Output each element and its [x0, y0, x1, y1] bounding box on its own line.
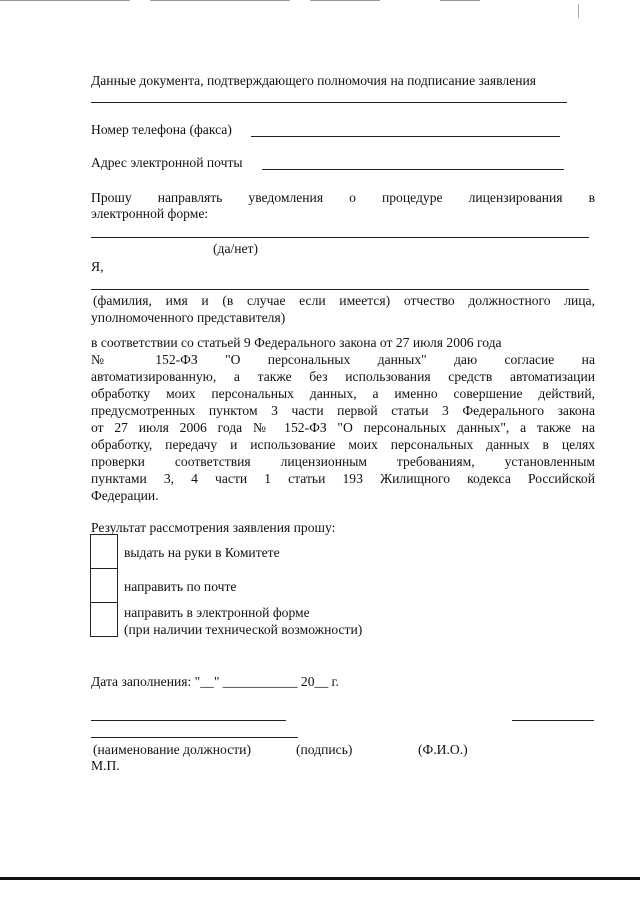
scan-right-artifact	[578, 4, 579, 18]
result-heading: Результат рассмотрения заявления прошу:	[91, 520, 336, 535]
yes-no-hint: (да/нет)	[213, 241, 259, 256]
consent-line-1: в соответствии со статьей 9 Федерального закона от 27 июля 2006 года	[91, 335, 502, 350]
phone-field-line[interactable]	[251, 136, 560, 137]
consent-line-10: Федерации.	[91, 488, 159, 503]
fio-signature-line[interactable]	[512, 720, 594, 721]
i-label: Я,	[91, 259, 104, 274]
sign-fio-label: (Ф.И.О.)	[418, 742, 468, 757]
sign-position-label: (наименование должности)	[93, 742, 251, 757]
email-field-line[interactable]	[262, 169, 564, 170]
consent-line-4: обработку моих персональных данных, а именно совершение действий,	[91, 386, 595, 401]
consent-line-6: от 27 июля 2006 года № 152-ФЗ "О персональных данных", а также на	[91, 420, 595, 435]
fio-field-line[interactable]	[91, 289, 589, 290]
consent-line-2: № 152-ФЗ "О персональных данных" даю согласие на	[91, 352, 595, 367]
notify-text-line-2: электронной форме:	[91, 206, 209, 221]
scan-top-artifact	[0, 0, 640, 4]
position-signature-line[interactable]	[91, 720, 286, 721]
email-label: Адрес электронной почты	[91, 155, 243, 170]
fill-date-field[interactable]: Дата заполнения: "__" ___________ 20__ г.	[91, 674, 339, 689]
stamp-label: М.П.	[91, 758, 120, 773]
option-hand-over-checkbox[interactable]	[90, 534, 118, 569]
option-mail-checkbox[interactable]	[90, 568, 118, 603]
fio-hint-line-1: (фамилия, имя и (в случае если имеется) отчество должностного лица,	[93, 293, 595, 308]
phone-label: Номер телефона (факса)	[91, 122, 232, 137]
option-hand-over-label: выдать на руки в Комитете	[124, 545, 280, 560]
authority-field-line[interactable]	[91, 102, 567, 103]
consent-line-5: предусмотренных пунктом 3 части первой статьи 3 Федерального закона	[91, 403, 595, 418]
sign-signature-label: (подпись)	[296, 742, 353, 757]
option-electronic-label: направить в электронной форме	[124, 605, 310, 620]
option-electronic-checkbox[interactable]	[90, 602, 118, 637]
notify-text-line-1: Прошу направлять уведомления о процедуре лицензирования в	[91, 190, 595, 205]
scan-bottom-edge	[0, 877, 640, 880]
option-mail-label: направить по почте	[124, 579, 237, 594]
consent-line-3: автоматизированную, а также без использования средств автоматизации	[91, 369, 595, 384]
consent-line-8: проверки соответствия лицензионным требованиям, установленным	[91, 454, 595, 469]
authority-heading: Данные документа, подтверждающего полномочия на подписание заявления	[91, 73, 537, 88]
signature-underline[interactable]	[91, 737, 298, 738]
fio-hint-line-2: уполномоченного представителя)	[91, 310, 286, 325]
consent-line-7: обработку, передачу и использование моих персональных данных в целях	[91, 437, 595, 452]
notify-field-line[interactable]	[91, 237, 589, 238]
option-electronic-note: (при наличии технической возможности)	[124, 622, 363, 637]
consent-line-9: пунктами 3, 4 части 1 статьи 193 Жилищного кодекса Российской	[91, 471, 595, 486]
